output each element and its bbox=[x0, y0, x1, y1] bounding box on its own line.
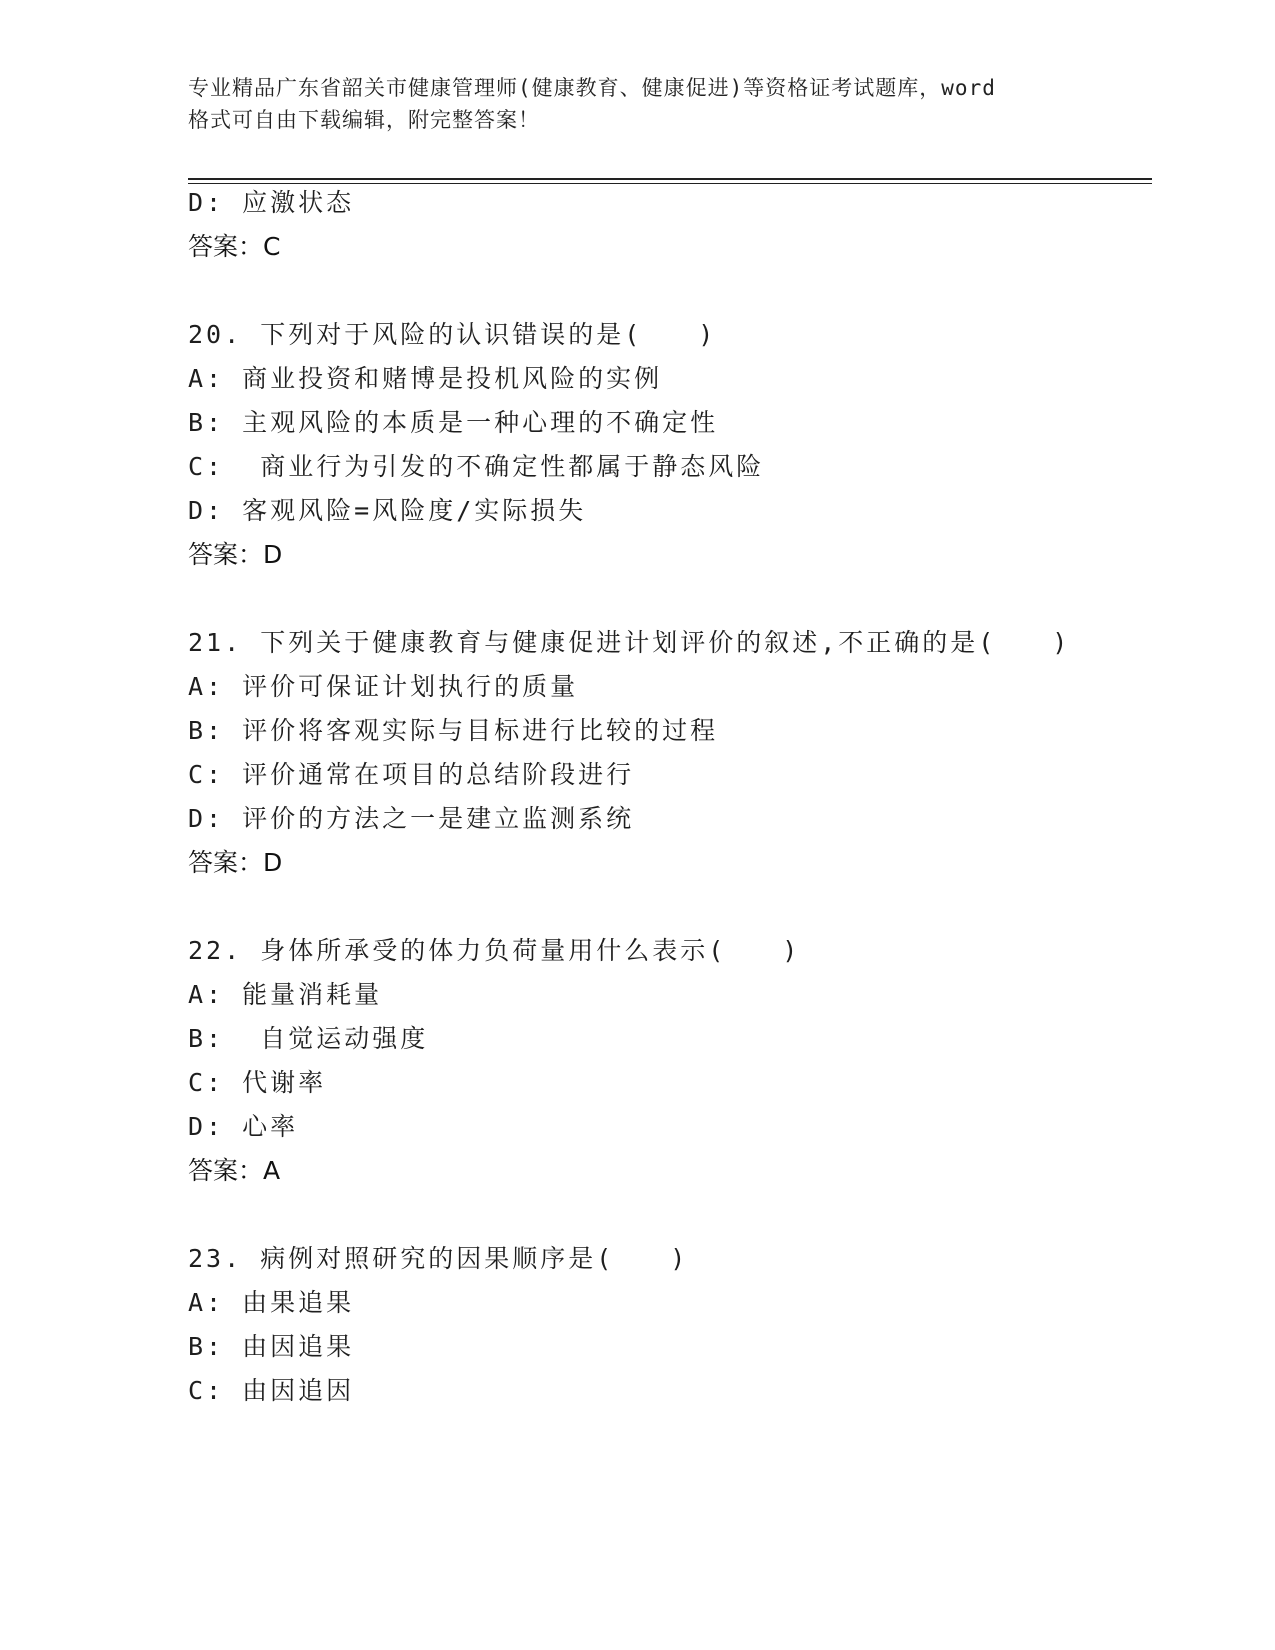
q20-option-d: D: 客观风险=风险度/实际损失 bbox=[188, 496, 587, 525]
q21-answer: 答案：D bbox=[188, 848, 283, 877]
q22-option-a: A: 能量消耗量 bbox=[188, 980, 383, 1009]
header-divider-thin bbox=[188, 183, 1152, 184]
q20-question: 20. 下列对于风险的认识错误的是( ) bbox=[188, 320, 717, 349]
page-header bbox=[188, 72, 1088, 136]
q19-option-d: D: 应激状态 bbox=[188, 188, 355, 217]
q22-question: 22. 身体所承受的体力负荷量用什么表示( ) bbox=[188, 936, 801, 965]
q20-option-b: B: 主观风险的本质是一种心理的不确定性 bbox=[188, 408, 719, 437]
q19-answer: 答案：C bbox=[188, 232, 281, 261]
q21-option-d: D: 评价的方法之一是建立监测系统 bbox=[188, 804, 635, 833]
q22-option-d: D: 心率 bbox=[188, 1112, 299, 1141]
header-divider-thick bbox=[188, 178, 1152, 180]
q21-option-b: B: 评价将客观实际与目标进行比较的过程 bbox=[188, 716, 719, 745]
header-line-1: 专业精品广东省韶关市健康管理师(健康教育、健康促进)等资格证考试题库，word bbox=[188, 76, 996, 100]
q20-answer: 答案：D bbox=[188, 540, 283, 569]
q20-option-c: C: 商业行为引发的不确定性都属于静态风险 bbox=[188, 452, 765, 481]
header-line-2: 格式可自由下载编辑，附完整答案！ bbox=[188, 108, 540, 132]
q22-answer: 答案：A bbox=[188, 1156, 281, 1185]
q21-option-c: C: 评价通常在项目的总结阶段进行 bbox=[188, 760, 635, 789]
q22-option-b: B: 自觉运动强度 bbox=[188, 1024, 429, 1053]
q21-question: 21. 下列关于健康教育与健康促进计划评价的叙述,不正确的是( ) bbox=[188, 628, 1071, 657]
q21-option-a: A: 评价可保证计划执行的质量 bbox=[188, 672, 579, 701]
q23-question: 23. 病例对照研究的因果顺序是( ) bbox=[188, 1244, 689, 1273]
q23-option-a: A: 由果追果 bbox=[188, 1288, 355, 1317]
q23-option-b: B: 由因追果 bbox=[188, 1332, 355, 1361]
q23-option-c: C: 由因追因 bbox=[188, 1376, 355, 1405]
q20-option-a: A: 商业投资和赌博是投机风险的实例 bbox=[188, 364, 663, 393]
q22-option-c: C: 代谢率 bbox=[188, 1068, 327, 1097]
